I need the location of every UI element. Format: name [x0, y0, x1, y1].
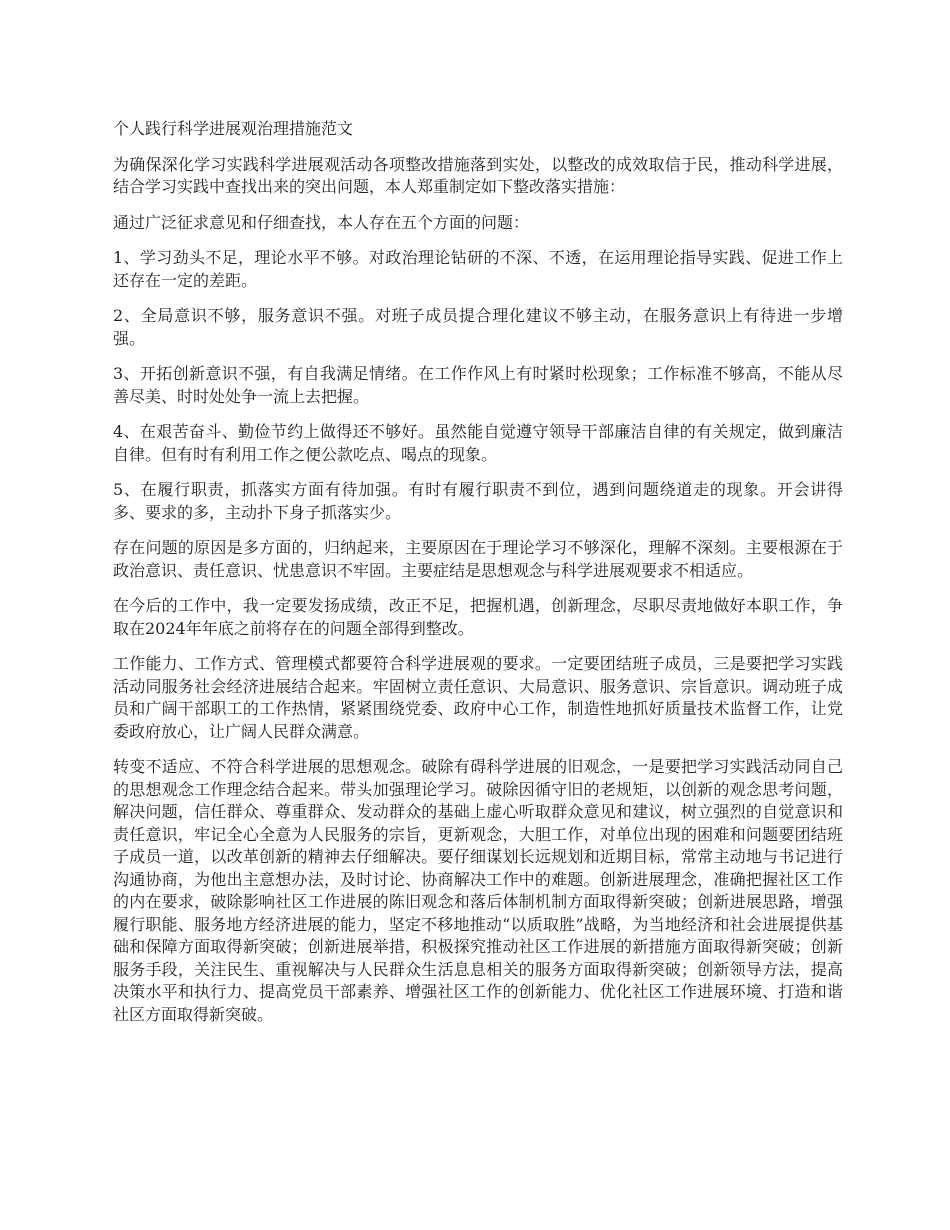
paragraph-commitment: 在今后的工作中，我一定要发扬成绩，改正不足，把握机遇，创新理念，尽职尽责地做好本职工作，争取在2024年年底之前将存在的问题全部得到整改。: [113, 596, 843, 638]
document-page: [113, 118, 843, 1039]
paragraph-problem-2: 2、全局意识不够，服务意识不强。对班子成员提合理化建议不够主动，在服务意识上有待进一步增强。: [113, 306, 843, 348]
paragraph-intro: 为确保深化学习实践科学进展观活动各项整改措施落到实处，以整改的成效取信于民，推动科学进展，结合学习实践中查找出来的突出问题，本人郑重制定如下整改落实措施：: [113, 154, 843, 196]
paragraph-measures: 转变不适应、不符合科学进展的思想观念。破除有碍科学进展的旧观念，一是要把学习实践活动同自己的思想观念工作理念结合起来。带头加强理论学习。破除因循守旧的老规矩，以创新的观念思考问题，解决问题，信任群众、尊重群众、发动群众的基础上虚心听取群众意见和建议，树立强烈的自觉意识和责任意识，牢记全心全意为人民服务的宗旨，更新观念，大胆工作，对单位出现的困难和问题要团结班子成员一道，以改革创新的精神去仔细解决。要仔细谋划长远规划和近期目标，常常主动地与书记进行沟通协商，为他出主意想办法，及时讨论、协商解决工作中的难题。创新进展理念，准确把握社区工作的内在要求，破除影响社区工作进展的陈旧观念和落后体制机制方面取得新突破；创新进展思路，增强履行职能、服务地方经济进展的能力，坚定不移地推动“以质取胜”战略，为当地经济和社会进展提供基础和保障方面取得新突破；创新进展举措，积极探究推动社区工作进展的新措施方面取得新突破；创新服务手段，关注民生、重视解决与人民群众生活息息相关的服务方面取得新突破；创新领导方法，提高决策水平和执行力、提高党员干部素养、增强社区工作的创新能力、优化社区工作进展环境、打造和谐社区方面取得新突破。: [113, 757, 843, 1024]
paragraph-problem-1: 1、学习劲头不足，理论水平不够。对政治理论钻研的不深、不透，在运用理论指导实践、促进工作上还存在一定的差距。: [113, 248, 843, 290]
paragraph-problems-lead: 通过广泛征求意见和仔细查找，本人存在五个方面的问题：: [113, 212, 530, 232]
paragraph-problem-4: 4、在艰苦奋斗、勤俭节约上做得还不够好。虽然能自觉遵守领导干部廉洁自律的有关规定，做到廉洁自律。但有时有利用工作之便公款吃点、喝点的现象。: [113, 422, 843, 464]
paragraph-problem-3: 3、开拓创新意识不强，有自我满足情绪。在工作作风上有时紧时松现象；工作标准不够高，不能从尽善尽美、时时处处争一流上去把握。: [113, 364, 843, 406]
paragraph-requirements: 工作能力、工作方式、管理模式都要符合科学进展观的要求。一定要团结班子成员，三是要把学习实践活动同服务社会经济进展结合起来。牢固树立责任意识、大局意识、服务意识、宗旨意识。调动班子成员和广阔干部职工的工作热情，紧紧围绕党委、政府中心工作，制造性地抓好质量技术监督工作，让党委政府放心，让广阔人民群众满意。: [113, 654, 843, 741]
document-title: 个人践行科学进展观治理措施范文: [113, 119, 354, 138]
paragraph-causes: 存在问题的原因是多方面的，归纳起来，主要原因在于理论学习不够深化，理解不深刻。主要根源在于政治意识、责任意识、忧患意识不牢固。主要症结是思想观念与科学进展观要求不相适应。: [113, 538, 843, 580]
paragraph-problem-5: 5、在履行职责，抓落实方面有待加强。有时有履行职责不到位，遇到问题绕道走的现象。开会讲得多、要求的多，主动扑下身子抓落实少。: [113, 480, 843, 522]
